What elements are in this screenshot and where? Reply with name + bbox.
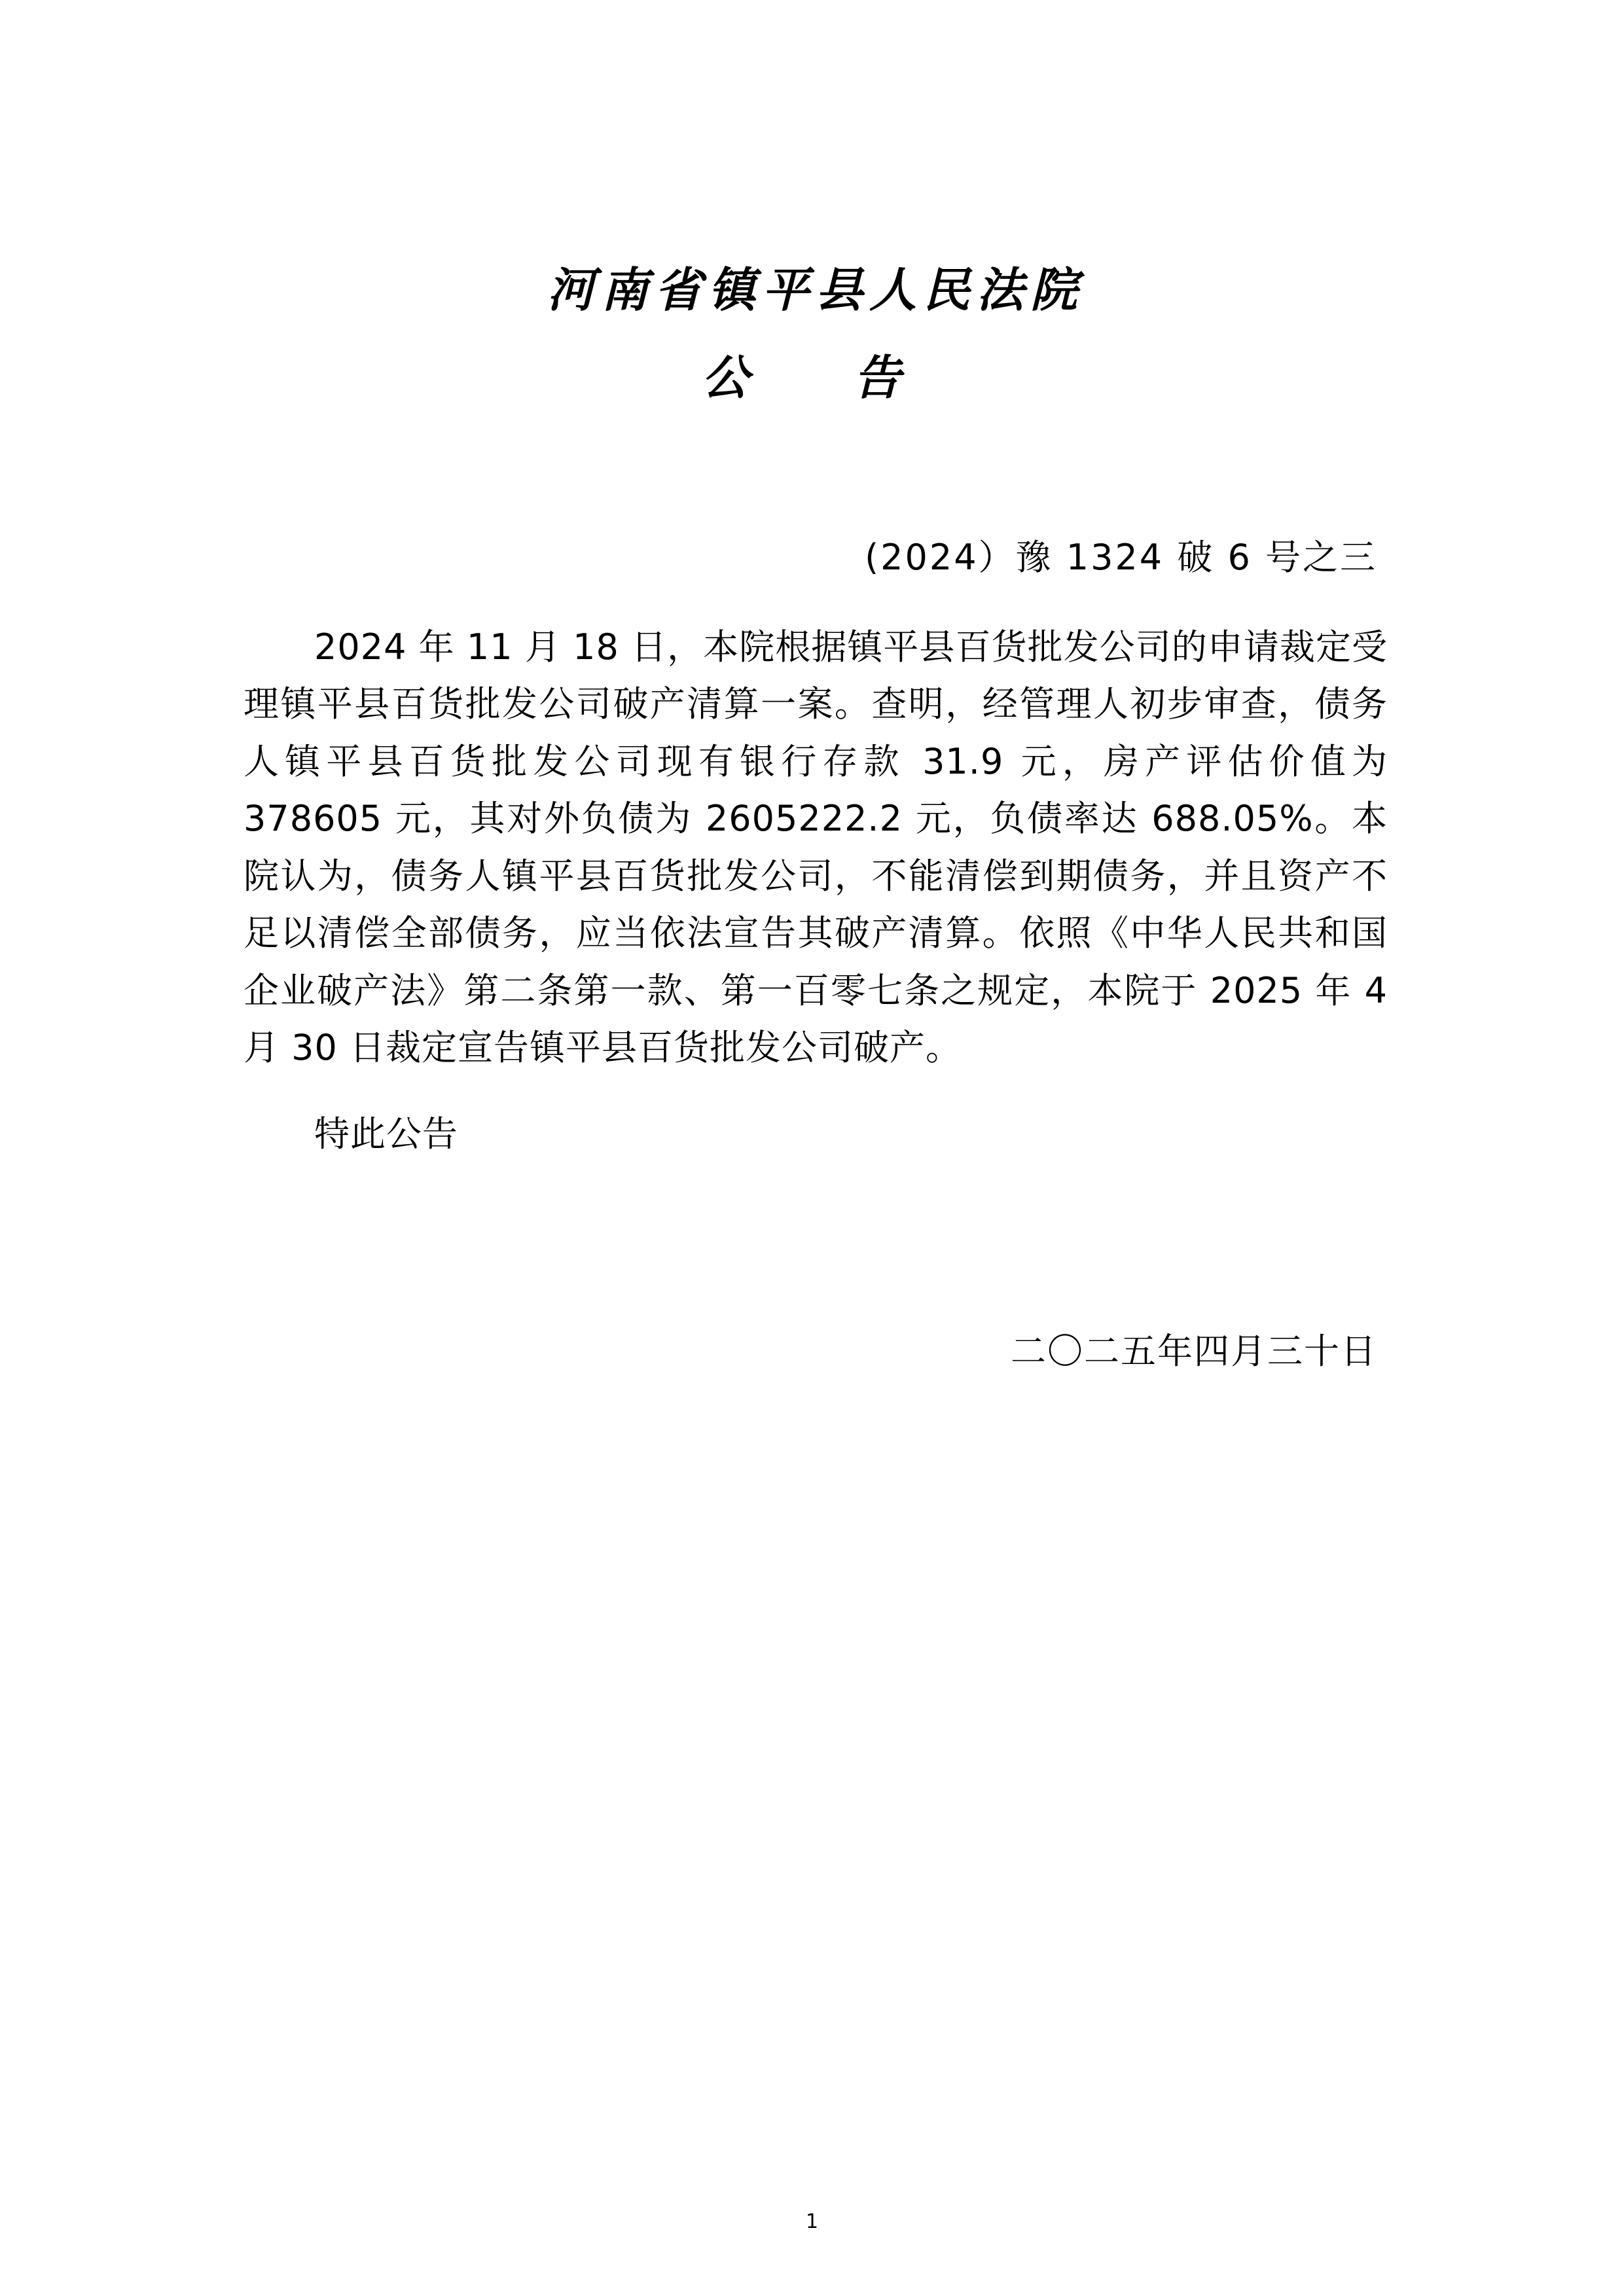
document-type-heading: 公 告 [701, 350, 929, 406]
announcement-paragraph: 2024 年 11 月 18 日，本院根据镇平县百货批发公司的申请裁定受理镇平县百货批发公司破产清算一案。查明，经管理人初步审查，债务人镇平县百货批发公司现有银行存款 31.9 元，房产评估价值为 378605 元，其对外负债为 2605222.2 元，负债率达 688.05%。本院认为，债务人镇平县百货批发公司，不能清偿到期债务，并且资产不足以清偿全部债务，应当依法宣告其破产清算。依照《中华人民共和国企业破产法》第二条第一款、第一百零七条之规定，本院于 2025 年 4 月 30 日裁定宣告镇平县百货批发公司破产。 [244, 626, 1388, 1069]
court-name-heading: 河南省镇平县人民法院 [547, 262, 1084, 317]
page-number: 1 [805, 2210, 819, 2233]
document-body [244, 0, 1388, 2296]
signature-date: 二〇二五年四月三十日 [1011, 1331, 1377, 1372]
case-number: (2024）豫 1324 破 6 号之三 [865, 536, 1377, 578]
notice-line: 特此公告 [314, 1113, 458, 1155]
